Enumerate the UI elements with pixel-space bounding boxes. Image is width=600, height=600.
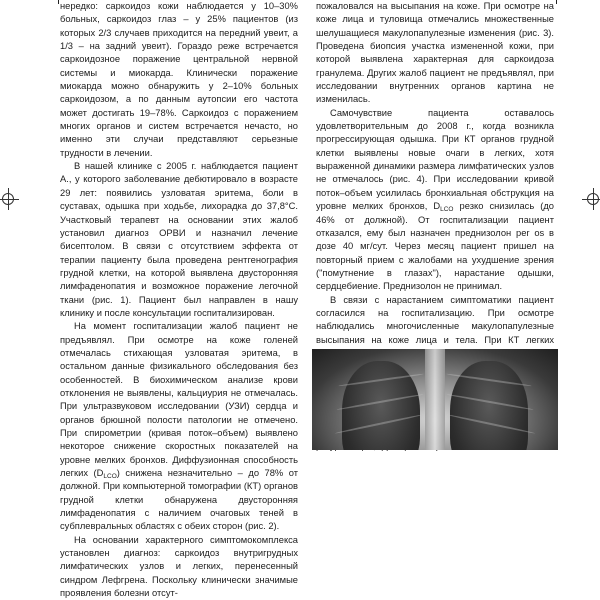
registration-mark-left	[0, 188, 19, 210]
paragraph	[316, 0, 554, 107]
spine-shadow	[425, 349, 445, 450]
paragraph-text: На момент госпитализации жалоб пациент не предъявлял. При осмотре на коже голеней отмечалась стихающая узловатая эритема, в остальном данные физикального обследования без особенностей. В биохимическом анализе крови отклонения не выявлены, кальциурия не отмечалась. При ультразвуковом исследовании (УЗИ) сердца и органов брюшной полости патологии не отмечено. При спирометрии (кривая поток–объем) выявлено некоторое снижение скоростных показателей на уровне мелких бронхов. Диффузионная способность легких (D	[60, 321, 298, 479]
crop-mark	[58, 0, 59, 4]
paragraph	[316, 107, 554, 294]
paragraph-text: В связи с нарастанием симптоматики пациент согласился на госпитализацию. При осмотре наблюдались многочисленные макулопапулезные высыпания на коже лица и тела. При КТ легких	[316, 294, 554, 345]
paragraph	[60, 320, 298, 534]
subscript: LCO	[103, 473, 117, 481]
crop-mark	[556, 0, 557, 4]
subscript: LCO	[440, 206, 454, 214]
paragraph	[60, 0, 298, 160]
paragraph-text: пожаловался на высыпания на коже. При осмотре на коже лица и туловища отмечались множественные шелушащиеся макулопапулезные изменения (рис. 3). Проведена биопсия участка измененной кожи, при которой выявлена характерная для саркоидоза гранулема. Других жалоб пациент не предъявлял, при исследовании внутренних органов картина не изменилась.	[316, 1, 554, 105]
paragraph	[60, 534, 298, 600]
paragraph-text: На основании характерного симптомокомплекса установлен диагноз: саркоидоз внутригрудных лимфатических узлов и легких, перенесенный синдром Лефгрена. Поскольку клинически значимые проявления болезни отсут-	[60, 534, 298, 599]
paragraph-text: Самочувствие пациента оставалось удовлетворительным до 2008 г., когда возникла прогрессирующая одышка. При КТ органов грудной клетки выявлены новые очаги в легких, хотя выраженной динамики размера лимфатических узлов не отмечалось (рис. 4). При исследовании кривой поток–объем усилилась бронхиальная обструкция на уровне мелких бронхов, D	[316, 107, 554, 212]
registration-mark-right	[582, 188, 600, 210]
left-text-column	[60, 0, 298, 600]
paragraph-text-continued: ) снижена незначительно – до 78% от должной. При компьютерной томографии (КТ) органов грудной клетки обнаружена двусторонняя лимфаденопатия с наличием очаговых теней в субплевральных областях с обеих сторон (рис. 2).	[60, 468, 298, 532]
paragraph-text: нередко: саркоидоз кожи наблюдается у 10–30% больных, саркоидоз глаз – у 25% пациентов (из которых 2/3 случаев приходится на передний увеит, а 1/3 – на задний увеит). Гораздо реже встречается саркоидозное поражение центральной нервной системы и миокарда. Клинически поражение миокарда можно обнаружить у 2–10% больных саркоидозом, а по данным аутопсии его частота может достигать 19–78%. Саркоидоз с поражением многих органов и систем встречается нечасто, но именно эти случаи представляют серьезные трудности в лечении.	[60, 1, 298, 158]
chest-xray-image	[312, 349, 558, 450]
paragraph-text: В нашей клинике с 2005 г. наблюдается пациент А., у которого заболевание дебютировало в возрасте 29 лет: появились узловатая эритема, боли в суставах, одышка при ходьбе, лихорадка до 37,8°С. Участковый терапевт на основании этих жалоб установил диагноз ОРВИ и назначил лечение бисептолом. В связи с отсутствием эффекта от терапии пациенту была проведена рентгенография грудной клетки, на которой выявлена двусторонняя лимфаденопатия и возможное поражение легочной ткани (рис. 1). Пациент был направлен в нашу клинику и после консультации госпитализирован.	[60, 161, 298, 318]
paragraph	[60, 160, 298, 320]
paragraph-text-continued: резко снизилась (до 46% от должной). От госпитализации пациент отказался, ему был назначен преднизолон per os в дозе 40 мг/сут. Через месяц пациент пришел на повторный прием с жалобами на ухудшение зрения ("помутнение в глазах"), нарастание одышки, сердцебиение. Преднизолон не принимал.	[316, 201, 554, 292]
